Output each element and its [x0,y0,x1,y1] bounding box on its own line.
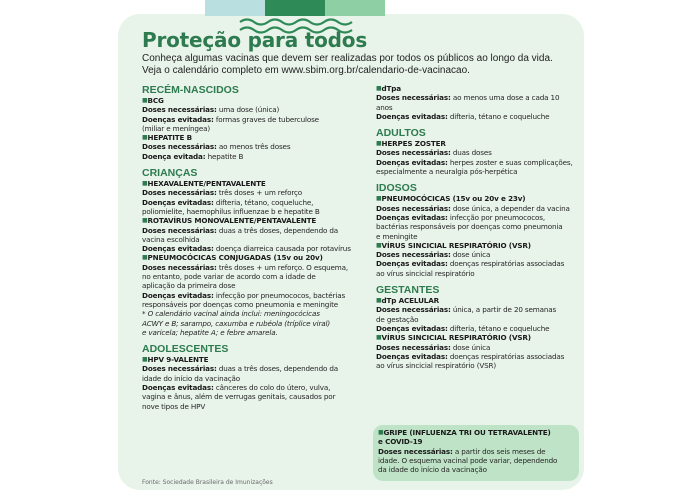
right-column [376,84,576,370]
herpes-doses: Doses necessárias: duas doses [376,148,492,158]
rota-doenca: Doenças evitadas: doença diarreica causada por rotavírus [142,244,351,254]
pneumo-idosos-doencas: Doenças evitadas: infecção por pneumococos, bactérias responsáveis por doenças como pneumonia e meningite [376,212,563,241]
pneumo-conj-doses: Doses necessárias: três doses + um reforço. O esquema, no entanto, pode variar de acordo com a idade de aplicação da primeira dose [142,262,349,291]
vaccine-name-gripe-covid: ■ GRIPE (INFLUENZA TRI OU TETRAVALENTE) e COVID-19 [378,428,574,447]
pneumo-conj-doencas: Doenças evitadas: infecção por pneumococos, bactérias responsáveis por doenças como pneumonia e meningite [142,290,346,309]
section-title-idosos: IDOSOS [376,182,417,195]
gripe-doses: Doses necessárias: a partir dos seis meses de idade. O esquema vacinal pode variar, dependendo da idade do início da vacinação [378,446,558,475]
vaccine-name-dtpa: ■ dTpa [376,84,576,93]
vaccine-name-pneumococicas-idosos: ■ PNEUMOCÓCICAS (15v ou 20v e 23v) [376,194,576,203]
vsr-gestantes-doencas: Doenças evitadas: doenças respiratórias associadas ao vírus sincicial respiratório (VSR) [376,351,565,371]
hpv-doencas: Doenças evitadas: cânceres do colo do útero, vulva, vagina e ânus, além de verrugas genitais, causados por nove tipos de HPV [142,383,336,411]
gripe-content [378,428,574,474]
vsr-gestantes-doses: Doses necessárias: dose única [376,342,491,352]
bcg-doses: Doses necessárias: uma dose (única) [142,105,280,115]
vaccine-name-hpv: ■ HPV 9-VALENTE [142,355,364,364]
calendar-note: * O calendário vacinal ainda inclui: meningocócicas ACWY e B; sarampo, caxumba e rubéola (tríplice viral) e varicela; hepatite A; e febre amarela. [142,309,331,337]
vaccine-name-dtp-acelular: ■ dTp ACELULAR [376,296,576,305]
vaccine-name-rotavirus: ■ ROTAVÍRUS MONOVALENTE/PENTAVALENTE [142,216,364,225]
vaccine-name-hepatite-b: ■ HEPATITE B [142,133,364,142]
section-title-criancas: CRIANÇAS [142,167,198,180]
section-title-adultos: ADULTOS [376,127,426,140]
hepb-doenca: Doença evitada: hepatite B [142,151,244,161]
section-title-gestantes: GESTANTES [376,284,440,297]
dtpa-doses: Doses necessárias: ao menos uma dose a cada 10 anos [376,93,560,112]
vsr-idosos-doses: Doses necessárias: dose única [376,250,491,260]
hexa-doses: Doses necessárias: três doses + um reforço [142,188,303,198]
herpes-doencas: Doenças evitadas: herpes zoster e suas complicações, especialmente a neuralgia pós-herpética [376,157,573,177]
bcg-doencas: Doenças evitadas: formas graves de tuberculose (miliar e meníngea) [142,114,319,133]
page-title: Proteção para todos [142,28,368,52]
vaccine-name-hexavalente: ■ HEXAVALENTE/PENTAVALENTE [142,179,364,188]
dtpa-doencas: Doenças evitadas: difteria, tétano e coqueluche [376,111,550,121]
vaccine-name-pneumococicas-conjugadas: ■ PNEUMOCÓCICAS CONJUGADAS (15v ou 20v) [142,253,364,262]
section-title-recem-nascidos: RECÉM-NASCIDOS [142,84,239,96]
rota-doses: Doses necessárias: duas a três doses, dependendo da vacina escolhida [142,225,339,244]
vaccine-name-vsr-idosos: ■ VÍRUS SINCICIAL RESPIRATÓRIO (VSR) [376,241,576,250]
source-credit: Fonte: Sociedade Brasileira de Imunizações [142,479,273,486]
intro-line-2: Veja o calendário completo em www.sbim.org.br/calendario-de-vacinacao. [142,65,470,76]
vaccine-name-vsr-gestantes: ■ VÍRUS SINCICIAL RESPIRATÓRIO (VSR) [376,333,576,342]
left-column [142,84,364,411]
decorative-color-bar [205,0,385,16]
vaccine-name-herpes-zoster: ■ HERPES ZOSTER [376,139,576,148]
hepb-doses: Doses necessárias: ao menos três doses [142,142,291,152]
dtp-doencas: Doenças evitadas: difteria, tétano e coqueluche [376,323,550,333]
pneumo-idosos-doses: Doses necessárias: dose única, a depender da vacina [376,203,570,213]
vaccine-name-bcg: ■ BCG [142,96,364,105]
hpv-doses: Doses necessárias: duas a três doses, dependendo da idade do início da vacinação [142,364,339,383]
dtp-doses: Doses necessárias: única, a partir de 20 semanas de gestação [376,305,557,324]
section-title-adolescentes: ADOLESCENTES [142,343,229,356]
vsr-idosos-doencas: Doenças evitadas: doenças respiratórias associadas ao vírus sincicial respiratório [376,259,565,278]
intro-line-1: Conheça algumas vacinas que devem ser realizadas por todos os públicos ao longo da vida. [142,53,553,64]
hexa-doencas: Doenças evitadas: difteria, tétano, coqueluche, poliomielite, haemophilus influenzae b e hepatite B [142,197,320,216]
